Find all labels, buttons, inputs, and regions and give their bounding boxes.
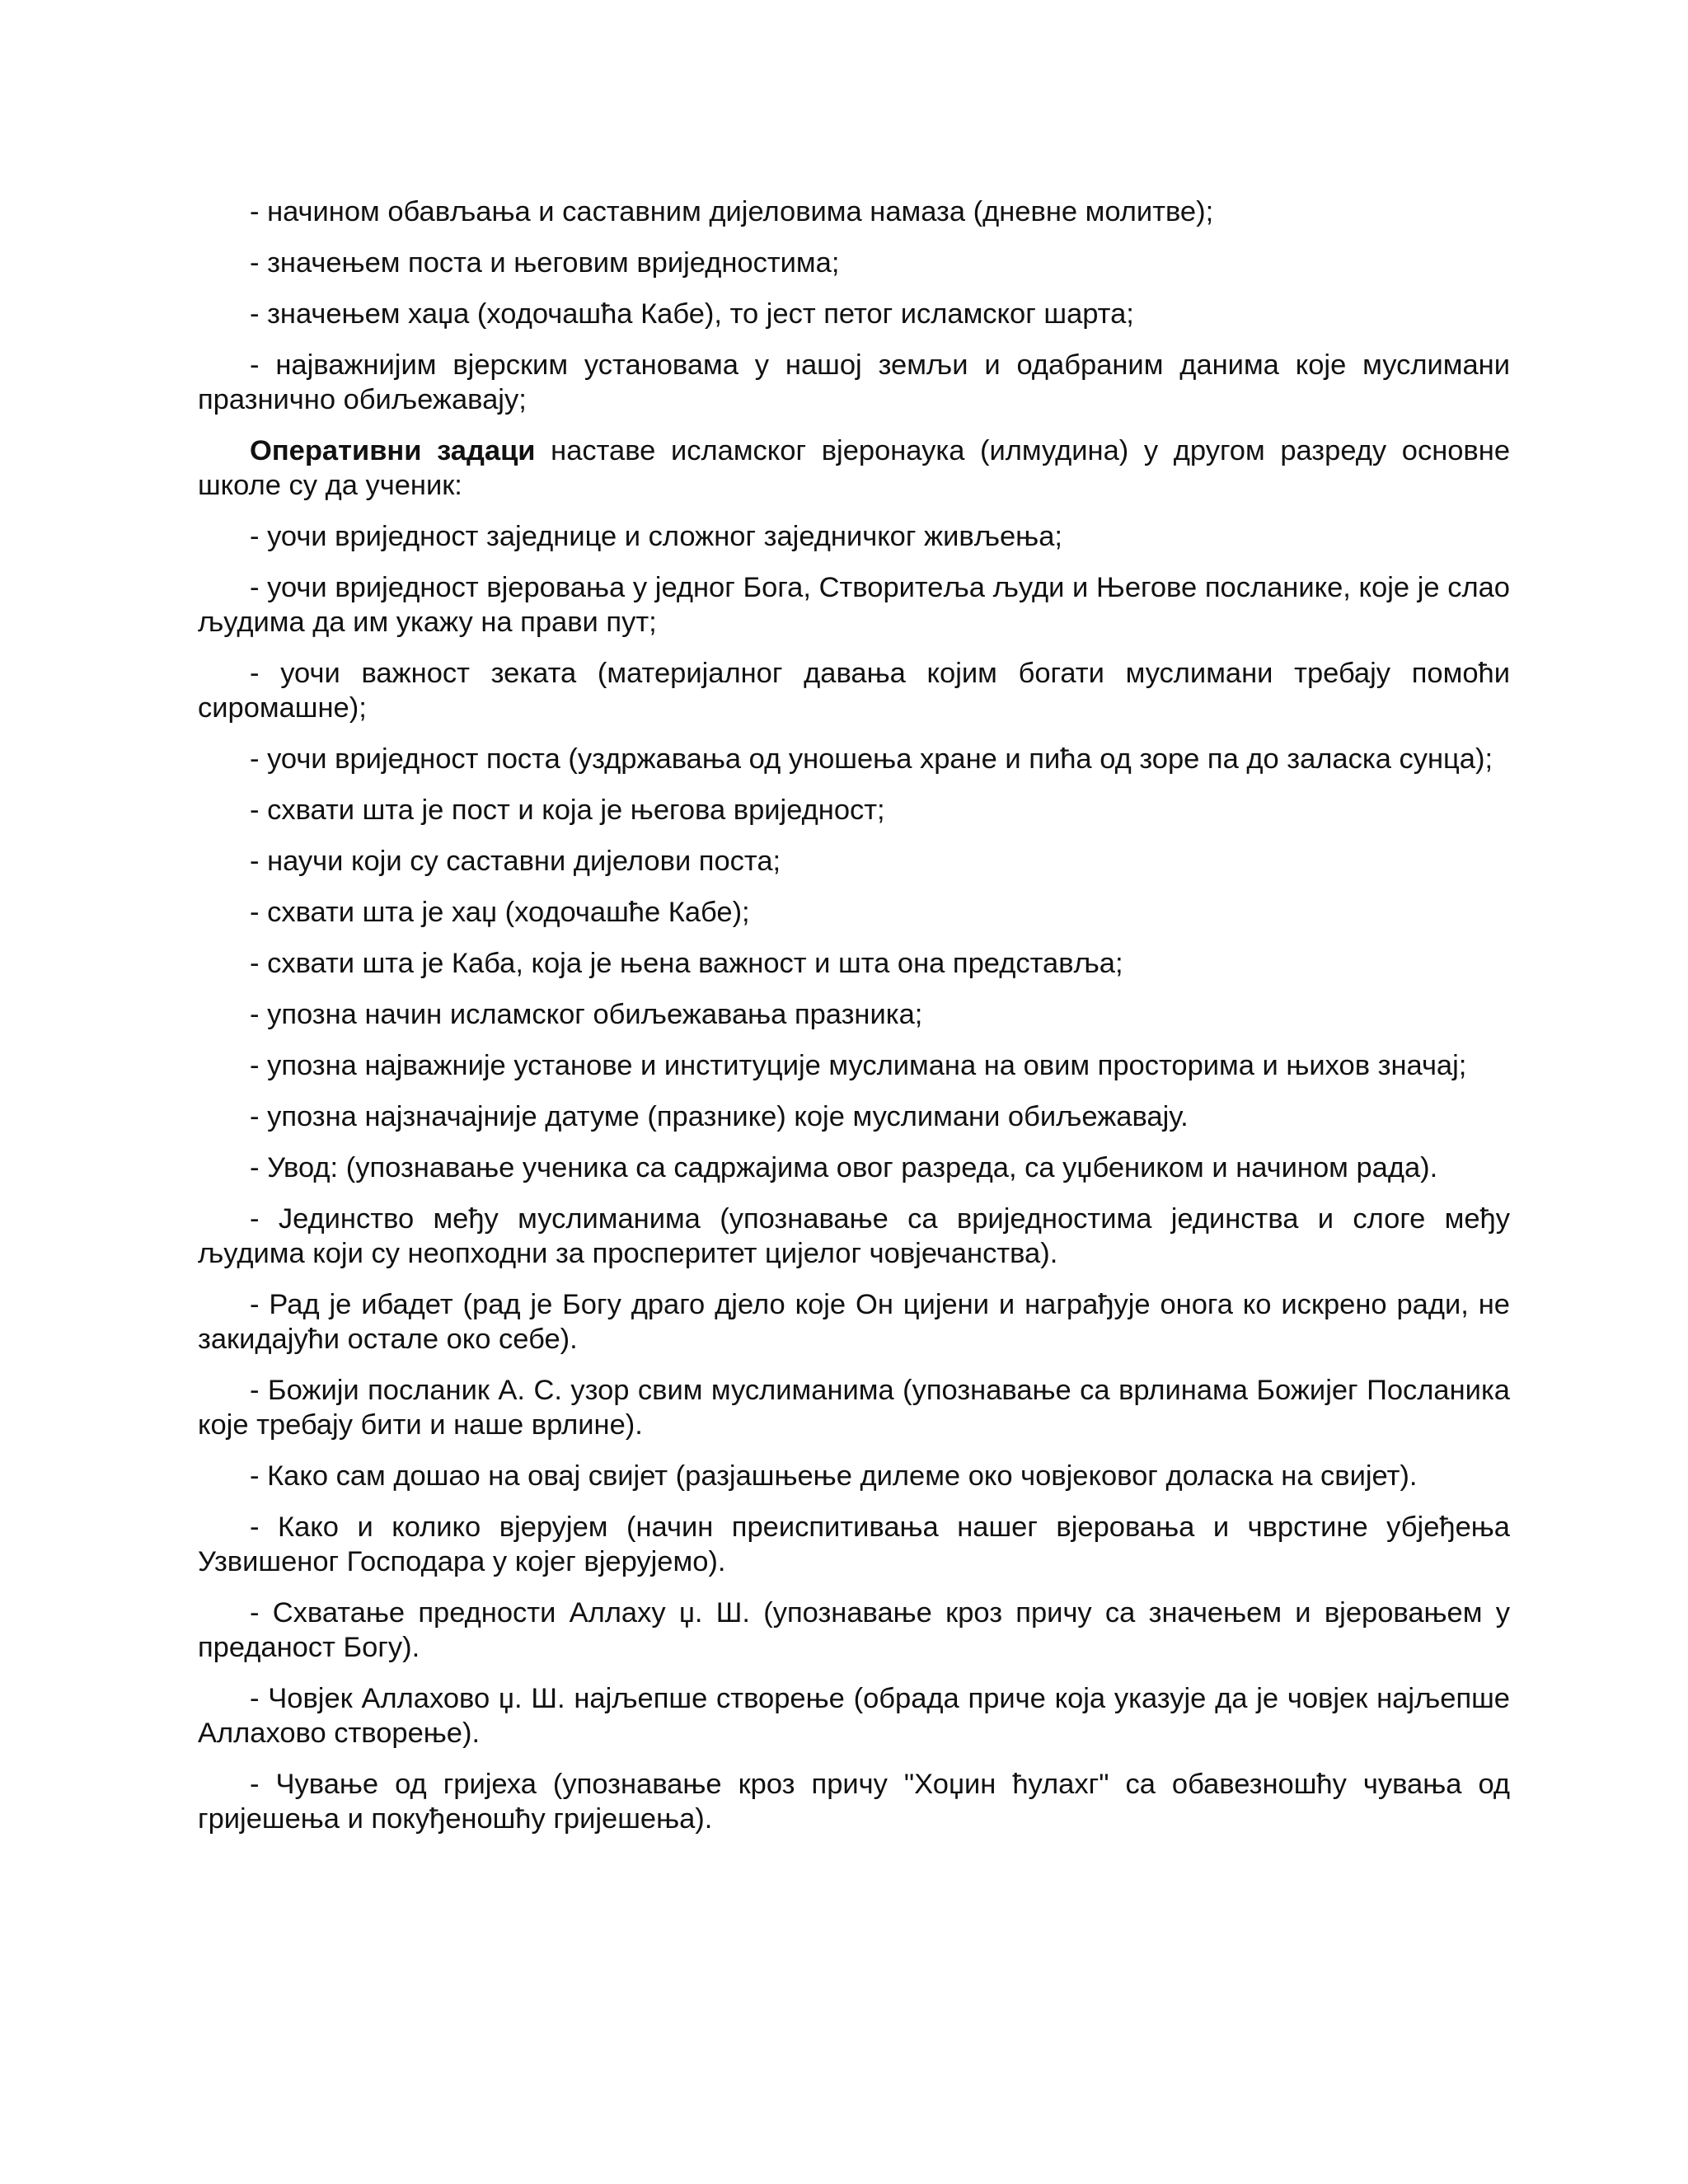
task-item: - Како сам дошао на овај свијет (разјашњење дилеме око човјековог доласка на свијет). [250,1460,1418,1492]
task-item: - Човјек Аллахово џ. Ш. најљепше створење (обрада приче која указује да је човјек најљепше Аллахово створење). [198,1683,1510,1749]
task-item: - уочи вриједност поста (уздржавања од уношења хране и пића од зоре па до заласка сунца); [250,743,1493,775]
task-item: - схвати шта је Каба, која је њена важност и шта она представља; [250,948,1123,979]
task-item: - уочи вриједност вјеровања у једног Бога, Створитеља људи и Његове посланике, које је слао људима да им укажу на прави пут; [198,572,1510,638]
task-item: - упозна најважније установе и институције муслимана на овим просторима и њихов значај; [250,1050,1467,1081]
task-item: - схвати шта је хаџ (ходочашће Кабе); [250,897,750,928]
tasks-intro-text: наставе исламског вјеронаука (илмудина) у другом разреду основне школе су да ученик: [198,435,1511,501]
task-item: - упозна најзначајније датуме (празнике) које муслимани обиљежавају. [250,1101,1189,1132]
task-item: - Чување од гријеха (упознавање кроз причу "Хоџин ћулахг" са обавезношћу чувања од гријешења и покуђеношћу гријешења). [198,1769,1510,1835]
task-item: - Јединство међу муслиманима (упознавање са вриједностима јединства и слоге међу људима који су неопходни за просперитет цијелог човјечанства). [198,1203,1510,1269]
task-item: - упозна начин исламског обиљежавања празника; [250,999,923,1030]
paragraph-namaz: - начином обављања и саставним дијеловима намаза (дневне молитве); [250,196,1214,227]
paragraph-ustanove: - најважнијим вјерским установама у нашој земљи и одабраним данима које муслимани празнично обиљежавају; [198,349,1510,415]
paragraph-post: - значењем поста и његовим вриједностима; [250,247,840,279]
task-item: - Схватање предности Аллаху џ. Ш. (упознавање кроз причу са значењем и вјеровањем у преданост Богу). [198,1597,1510,1663]
task-item: - Рад је ибадет (рад је Богу драго дјело које Он цијени и награђује онога ко искрено ради, не закидајући остале око себе). [198,1289,1510,1355]
tasks-intro-paragraph [198,434,1510,503]
task-item: - уочи важност зеката (материјалног давања којим богати муслимани требају помоћи сиромашне); [198,658,1510,724]
task-item: - научи који су саставни дијелови поста; [250,846,781,877]
task-item: - Како и колико вјерујем (начин преиспитивања нашег вјеровања и чврстине убјеђења Узвишеног Господара у којег вјерујемо). [198,1511,1510,1577]
tasks-intro-heading: Оперативни задаци [250,435,536,466]
task-item: - Увод: (упознавање ученика са садржајима овог разреда, са уџбеником и начином рада). [250,1152,1438,1183]
task-item: - уочи вриједност заједнице и сложног заједничког живљења; [250,521,1062,552]
task-item: - Божији посланик А. С. узор свим муслиманима (упознавање са врлинама Божијег Посланика које требају бити и наше врлине). [198,1375,1510,1441]
paragraph-hadz: - значењем хаџа (ходочашћа Кабе), то јест петог исламског шарта; [250,298,1134,330]
document-page [198,194,1510,1853]
task-item: - схвати шта је пост и која је његова вриједност; [250,794,885,826]
